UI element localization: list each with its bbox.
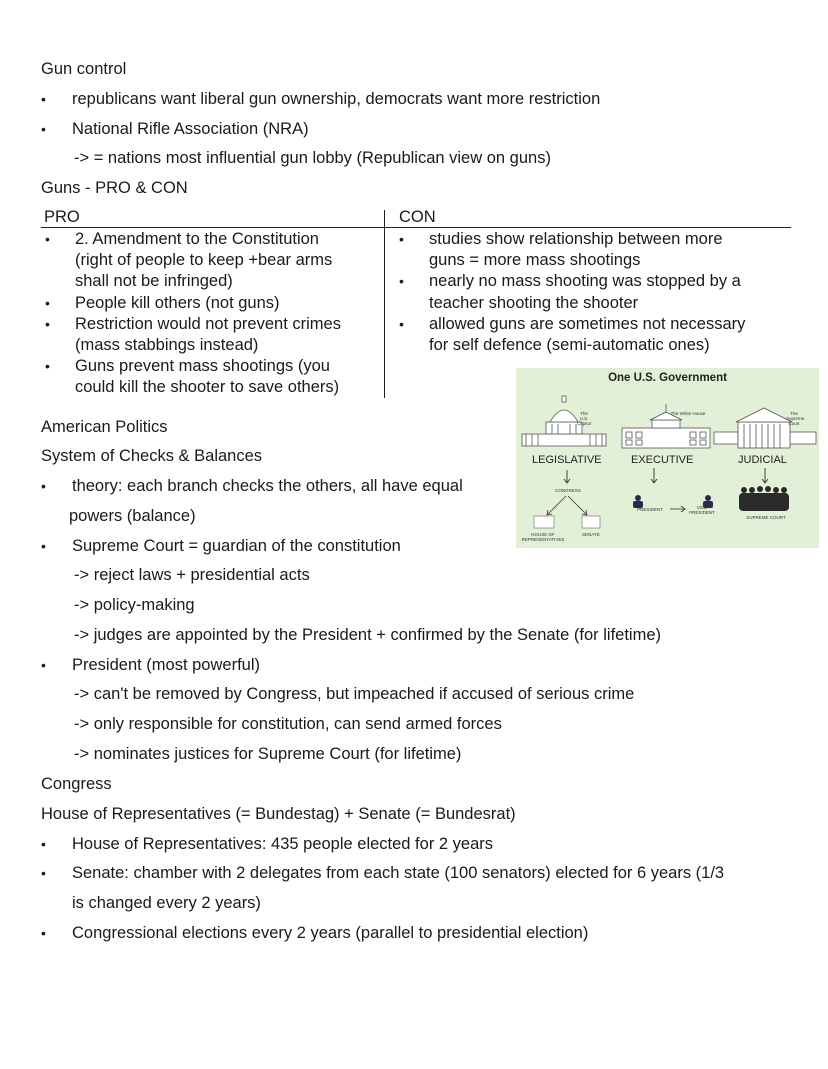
congress-heading: Congress bbox=[41, 775, 112, 793]
table-header-rule bbox=[41, 227, 791, 228]
congress-bullet-2-line-1: Senate: chamber with 2 delegates from each state (100 senators) elected for 6 years (1/3 bbox=[72, 864, 725, 882]
supreme-court-building-label: The Supreme Court bbox=[786, 411, 805, 426]
legislative-label: LEGISLATIVE bbox=[532, 454, 602, 466]
bullet: • bbox=[45, 315, 50, 332]
congress-bullet-1: House of Representatives: 435 people elected for 2 years bbox=[72, 835, 494, 853]
pro-item bbox=[41, 229, 376, 293]
item-line: teacher shooting the shooter bbox=[429, 293, 639, 312]
congress-bullet-2-line-2: is changed every 2 years) bbox=[72, 894, 261, 912]
bullet: • bbox=[399, 273, 404, 290]
item-line: could kill the shooter to save others) bbox=[75, 378, 340, 397]
item-line: guns = more mass shootings bbox=[429, 251, 641, 270]
politics-bullet-1-line-2: powers (balance) bbox=[69, 507, 196, 525]
politics-bullet-2-sub: -> policy-making bbox=[74, 596, 195, 614]
bullet: • bbox=[45, 358, 50, 375]
capitol-label: The U.S. Capitol bbox=[576, 411, 591, 426]
politics-bullet-2-sub: -> judges are appointed by the President + confirmed by the Senate (for lifetime) bbox=[74, 626, 661, 644]
bullet: • bbox=[41, 836, 46, 852]
item-line: shall not be infringed) bbox=[75, 272, 233, 291]
capitol-icon bbox=[522, 396, 606, 446]
gun-control-bullet-1: republicans want liberal gun ownership, democrats want more restriction bbox=[72, 90, 601, 108]
congress-branch-icon bbox=[547, 496, 587, 515]
congress-label: CONGRESS bbox=[555, 488, 581, 493]
senate-label: SENATE bbox=[582, 532, 600, 537]
white-house-label: The White House bbox=[670, 411, 706, 416]
politics-bullet-3-sub: -> nominates justices for Supreme Court (for lifetime) bbox=[74, 745, 462, 763]
pro-item bbox=[41, 293, 376, 314]
item-line: Restriction would not prevent crimes bbox=[75, 314, 341, 333]
item-line: for self defence (semi-automatic ones) bbox=[429, 336, 710, 355]
government-diagram bbox=[516, 368, 819, 548]
checks-balances-heading: System of Checks & Balances bbox=[41, 447, 263, 465]
con-label: CON bbox=[399, 208, 436, 226]
politics-bullet-1-line-1: theory: each branch checks the others, all have equal bbox=[72, 477, 463, 495]
bullet: • bbox=[41, 925, 46, 941]
bullet: • bbox=[41, 91, 46, 107]
bullet: • bbox=[45, 294, 50, 311]
bullet: • bbox=[41, 478, 46, 494]
item-line: People kill others (not guns) bbox=[75, 293, 280, 312]
arrow-down-icon bbox=[564, 468, 768, 483]
bullet: • bbox=[41, 657, 46, 673]
pro-list bbox=[41, 229, 376, 399]
vice-president-label: VICE PRESIDENT bbox=[689, 505, 715, 515]
arrow-right-icon bbox=[670, 506, 685, 512]
judicial-label: JUDICIAL bbox=[738, 454, 787, 466]
politics-bullet-3-sub: -> only responsible for constitution, can send armed forces bbox=[74, 715, 502, 733]
con-item bbox=[395, 271, 795, 313]
justices-icon bbox=[739, 486, 789, 511]
executive-label: EXECUTIVE bbox=[631, 454, 694, 466]
house-label: HOUSE OF REPRESENTATIVES bbox=[521, 532, 565, 542]
guns-heading: Guns - PRO & CON bbox=[41, 179, 188, 197]
item-line: studies show relationship between more bbox=[429, 230, 723, 248]
con-item bbox=[395, 314, 795, 356]
bullet: • bbox=[45, 231, 50, 247]
politics-heading: American Politics bbox=[41, 418, 168, 436]
diagram-title: One U.S. Government bbox=[608, 372, 727, 384]
item-line: (right of people to keep +bear arms bbox=[75, 251, 333, 270]
bullet: • bbox=[399, 231, 404, 247]
bullet: • bbox=[41, 865, 46, 881]
politics-bullet-2: Supreme Court = guardian of the constitution bbox=[72, 537, 401, 555]
item-line: (mass stabbings instead) bbox=[75, 336, 259, 355]
item-line: nearly no mass shooting was stopped by a bbox=[429, 272, 741, 291]
bullet: • bbox=[41, 538, 46, 554]
pro-item bbox=[41, 314, 376, 356]
supreme-court-label: SUPREME COURT bbox=[746, 515, 786, 520]
gun-control-bullet-2: National Rifle Association (NRA) bbox=[72, 120, 309, 138]
con-list bbox=[395, 229, 795, 356]
politics-bullet-3-sub: -> can't be removed by Congress, but impeached if accused of serious crime bbox=[74, 685, 635, 703]
bullet: • bbox=[399, 315, 404, 332]
bullet: • bbox=[41, 121, 46, 137]
small-building-icon bbox=[534, 516, 600, 528]
con-item bbox=[395, 229, 795, 271]
pro-label: PRO bbox=[44, 208, 80, 226]
politics-bullet-3: President (most powerful) bbox=[72, 656, 260, 674]
table-column-divider bbox=[384, 210, 385, 398]
gun-control-sub: -> = nations most influential gun lobby (Republican view on guns) bbox=[74, 149, 551, 167]
gun-control-heading: Gun control bbox=[41, 60, 127, 78]
president-label: PRESIDENT bbox=[637, 507, 663, 512]
pro-item bbox=[41, 356, 376, 398]
item-line: Guns prevent mass shootings (you bbox=[75, 357, 330, 376]
congress-line: House of Representatives (= Bundestag) + Senate (= Bundesrat) bbox=[41, 805, 516, 823]
item-line: allowed guns are sometimes not necessary bbox=[429, 314, 746, 333]
congress-bullet-3: Congressional elections every 2 years (parallel to presidential election) bbox=[72, 924, 589, 942]
item-line: 2. Amendment to the Constitution bbox=[75, 230, 319, 248]
politics-bullet-2-sub: -> reject laws + presidential acts bbox=[74, 566, 310, 584]
